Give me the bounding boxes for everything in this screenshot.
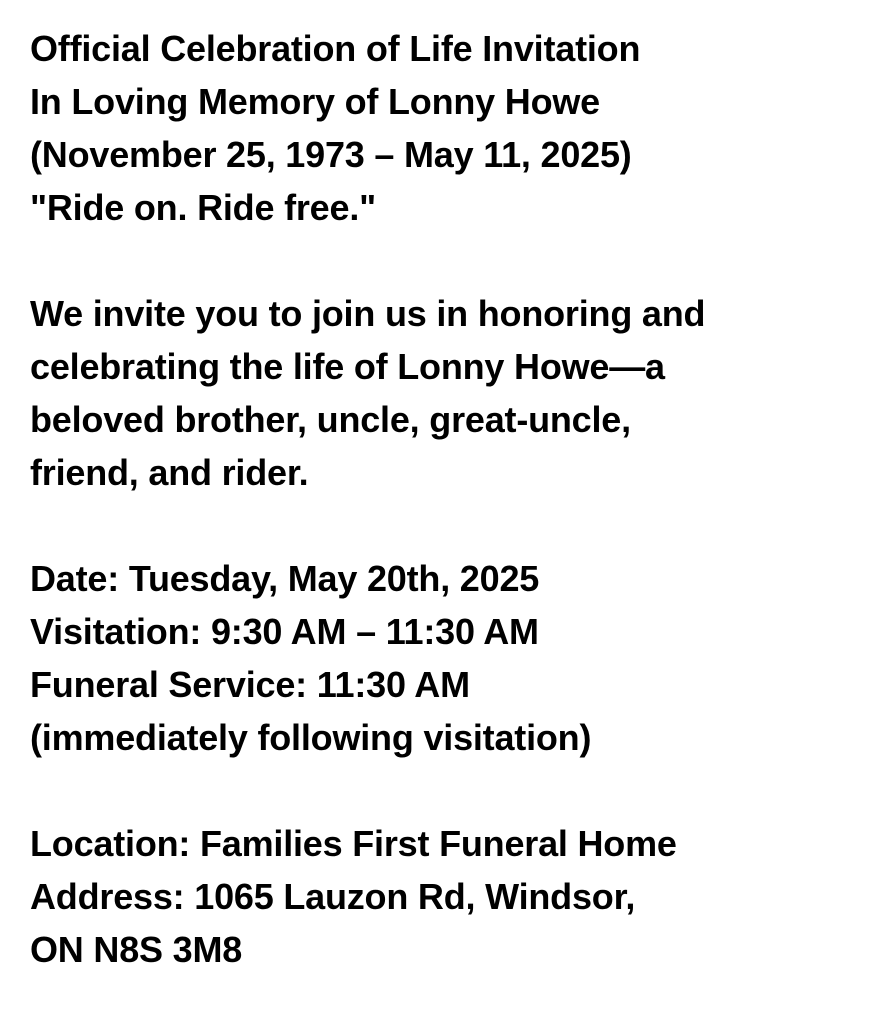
title-line: Official Celebration of Life Invitation	[30, 28, 641, 69]
invitation-note	[30, 22, 860, 976]
invitation-text-line-4: friend, and rider.	[30, 452, 309, 493]
paragraph-spacer	[30, 764, 860, 817]
service-note-line: (immediately following visitation)	[30, 717, 592, 758]
paragraph-spacer	[30, 499, 860, 552]
memorial-name-line: In Loving Memory of Lonny Howe	[30, 81, 601, 122]
funeral-service-line: Funeral Service: 11:30 AM	[30, 664, 470, 705]
location-line: Location: Families First Funeral Home	[30, 823, 677, 864]
paragraph-spacer	[30, 234, 860, 287]
address-line-1: Address: 1065 Lauzon Rd, Windsor,	[30, 876, 636, 917]
life-dates-line: (November 25, 1973 – May 11, 2025)	[30, 134, 632, 175]
invitation-text-line-1: We invite you to join us in honoring and	[30, 293, 706, 334]
date-line: Date: Tuesday, May 20th, 2025	[30, 558, 540, 599]
invitation-text-line-2: celebrating the life of Lonny Howe—a	[30, 346, 665, 387]
quote-line: "Ride on. Ride free."	[30, 187, 376, 228]
invitation-text-line-3: beloved brother, uncle, great-uncle,	[30, 399, 631, 440]
visitation-line: Visitation: 9:30 AM – 11:30 AM	[30, 611, 539, 652]
address-line-2: ON N8S 3M8	[30, 929, 243, 970]
